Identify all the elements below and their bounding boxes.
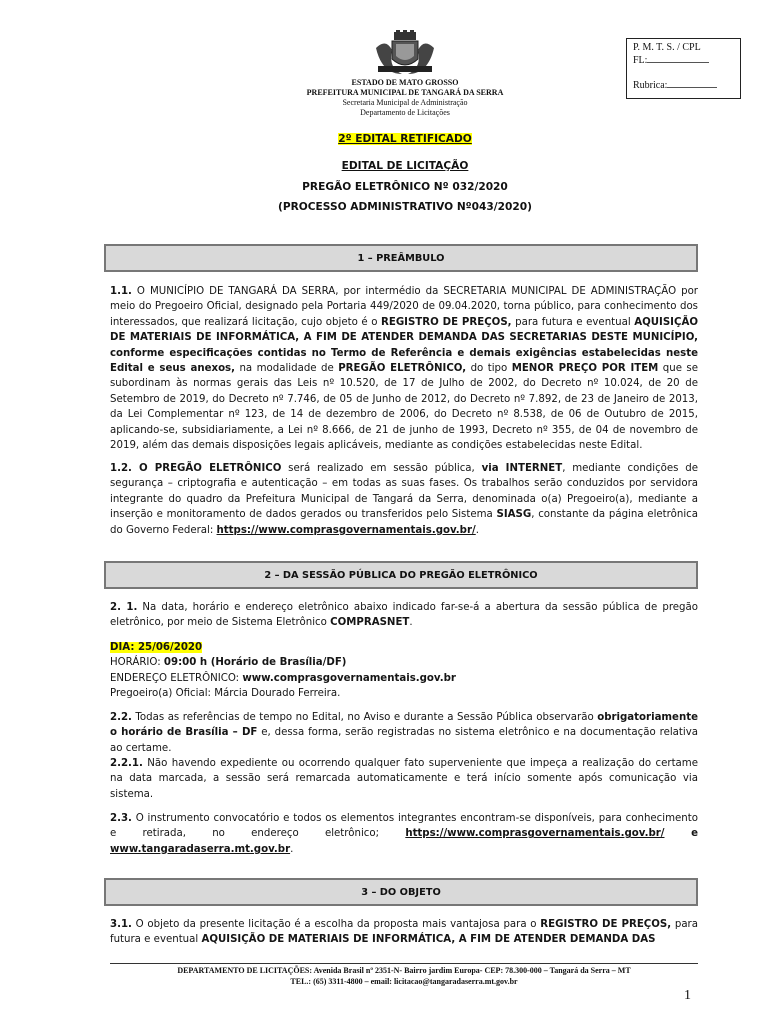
session-address-link[interactable]: www.comprasgovernamentais.gov.br — [242, 672, 456, 684]
compras-link-2[interactable]: https://www.comprasgovernamentais.gov.br/ — [405, 828, 665, 840]
processo-title: (PROCESSO ADMINISTRATIVO Nº043/2020) — [278, 201, 532, 213]
paragraph-1-1: 1.1. O MUNICÍPIO DE TANGARÁ DA SERRA, por intermédio da SECRETARIA MUNICIPAL DE ADMINISTRAÇÃO por meio do Pregoeiro Oficial, designado pela Portaria 449/2020 de 09.04.2020, torna público, para conhecimento dos interessados, que realizará licitação, cujo objeto é o REGISTRO DE PREÇOS, para futura e eventual AQUISIÇÃO DE MATERIAIS DE INFORMÁTICA, A FIM DE ATENDER DEMANDA DAS SECRETARIAS DESTE MUNICÍPIO, conforme especificações contidas no Termo de Referência e demais exigências estabelecidas neste Edital e seus anexos, na modalidade de PREGÃO ELETRÔNICO, do tipo MENOR PREÇO POR ITEM que se subordinam às normas gerais das Leis nº 10.520, de 17 de Julho de 2002, do Decreto nº 10.024, de 20 de Setembro de 2019, do Decreto nº 7.746, de 05 de Junho de 2012, do Decreto nº 7.892, de 23 de Janeiro de 2013, da Lei Complementar nº 123, de 14 de dezembro de 2006, do Decreto nº 8.538, de 06 de Outubro de 2015, aplicando-se, subsidiariamente, a Lei nº 8.666, de 21 de junho de 1993, Decreto nº 355, de 04 de novembro de 2019, além das demais disposições legais aplicáveis, mediante as condições estabelecidas neste Edital. — [110, 286, 698, 452]
header-state: ESTADO DE MATO GROSSO — [351, 78, 459, 87]
coat-of-arms-icon — [372, 30, 438, 76]
footer-line-1: DEPARTAMENTO DE LICITAÇÕES: Avenida Brasil nº 2351-N- Bairro jardim Europa- CEP: 78.300-000 – Tangará da Serra – MT — [177, 966, 631, 975]
footer-divider — [110, 963, 698, 964]
pregao-title: PREGÃO ELETRÔNICO Nº 032/2020 — [302, 181, 508, 193]
paragraph-2-2-1: 2.2.1. Não havendo expediente ou ocorrendo qualquer fato superveniente que impeça a realização do certame na data marcada, a sessão será remarcada automaticamente e terá início somente após comunicação via sistema. — [110, 758, 698, 800]
stamp-line-fl: FL: — [633, 54, 734, 67]
session-address: ENDEREÇO ELETRÔNICO: www.comprasgovernamentais.gov.br — [110, 672, 456, 684]
session-details — [110, 640, 698, 702]
paragraph-2-2: 2.2. Todas as referências de tempo no Edital, no Aviso e durante a Sessão Pública observarão obrigatoriamente o horário de Brasília – DF e, dessa forma, serão registradas no sistema eletrônico e na documentação relativa ao certame. — [110, 712, 699, 754]
paragraph-2-3: 2.3. O instrumento convocatório e todos os elementos integrantes encontram-se disponíveis, para conhecimento e retirada, no endereço eletrônico; https://www.comprasgovernamentais.gov.br/ e www.tangaradaserra.mt.gov.br. — [110, 813, 698, 855]
header-secretariat: Secretaria Municipal de Administração — [342, 98, 468, 107]
stamp-line-pmts: P. M. T. S. / CPL — [633, 42, 701, 53]
tangara-link[interactable]: www.tangaradaserra.mt.gov.br — [110, 843, 291, 855]
section-header-sessao-publica: 2 – DA SESSÃO PÚBLICA DO PREGÃO ELETRÔNICO — [104, 561, 698, 589]
session-pregoeiro: Pregoeiro(a) Oficial: Márcia Dourado Ferreira. — [110, 688, 341, 700]
section-header-preambulo: 1 – PREÂMBULO — [104, 244, 698, 272]
retified-badge: 2º EDITAL RETIFICADO — [338, 133, 472, 145]
session-date: DIA: 25/06/2020 — [110, 642, 203, 653]
paragraph-3-1: 3.1. O objeto da presente licitação é a escolha da proposta mais vantajosa para o REGISTRO DE PREÇOS, para futura e eventual AQUISIÇÃO DE MATERIAIS DE INFORMÁTICA, A FIM DE ATENDER DEMANDA DAS — [110, 919, 698, 946]
edital-title: EDITAL DE LICITAÇÃO — [341, 160, 469, 172]
letterhead — [250, 78, 560, 118]
stamp-line-rubrica: Rubrica: — [633, 79, 734, 92]
section-header-objeto: 3 – DO OBJETO — [104, 878, 698, 906]
header-city: PREFEITURA MUNICIPAL DE TANGARÁ DA SERRA — [306, 88, 504, 97]
footer-line-2: TEL.: (65) 3311-4800 – email: licitacao@tangaradaserra.mt.gov.br — [290, 977, 518, 986]
compras-link[interactable]: https://www.comprasgovernamentais.gov.br/ — [216, 524, 476, 536]
paragraph-1-2: 1.2. O PREGÃO ELETRÔNICO será realizado em sessão pública, via INTERNET, mediante condições de segurança – criptografia e autenticação – em todas as suas fases. Os trabalhos serão conduzidos por servidora integrante do quadro da Prefeitura Municipal de Tangará da Serra, denominada o(a) Pregoeiro(a), mediante a inserção e monitoramento de dados gerados ou transferidos pelo Sistema SIASG, constante da página eletrônica do Governo Federal: https://www.comprasgovernamentais.gov.br/. — [110, 463, 699, 536]
session-time: HORÁRIO: 09:00 h (Horário de Brasília/DF) — [110, 657, 347, 669]
footer-address — [110, 965, 698, 987]
paragraph-2-1: 2. 1. Na data, horário e endereço eletrônico abaixo indicado far-se-á a abertura da sessão pública de pregão eletrônico, por meio de Sistema Eletrônico COMPRASNET. — [110, 602, 698, 629]
protocol-stamp-box — [626, 38, 741, 99]
header-department: Departamento de Licitações — [360, 108, 450, 117]
page-number: 1 — [684, 988, 691, 1003]
